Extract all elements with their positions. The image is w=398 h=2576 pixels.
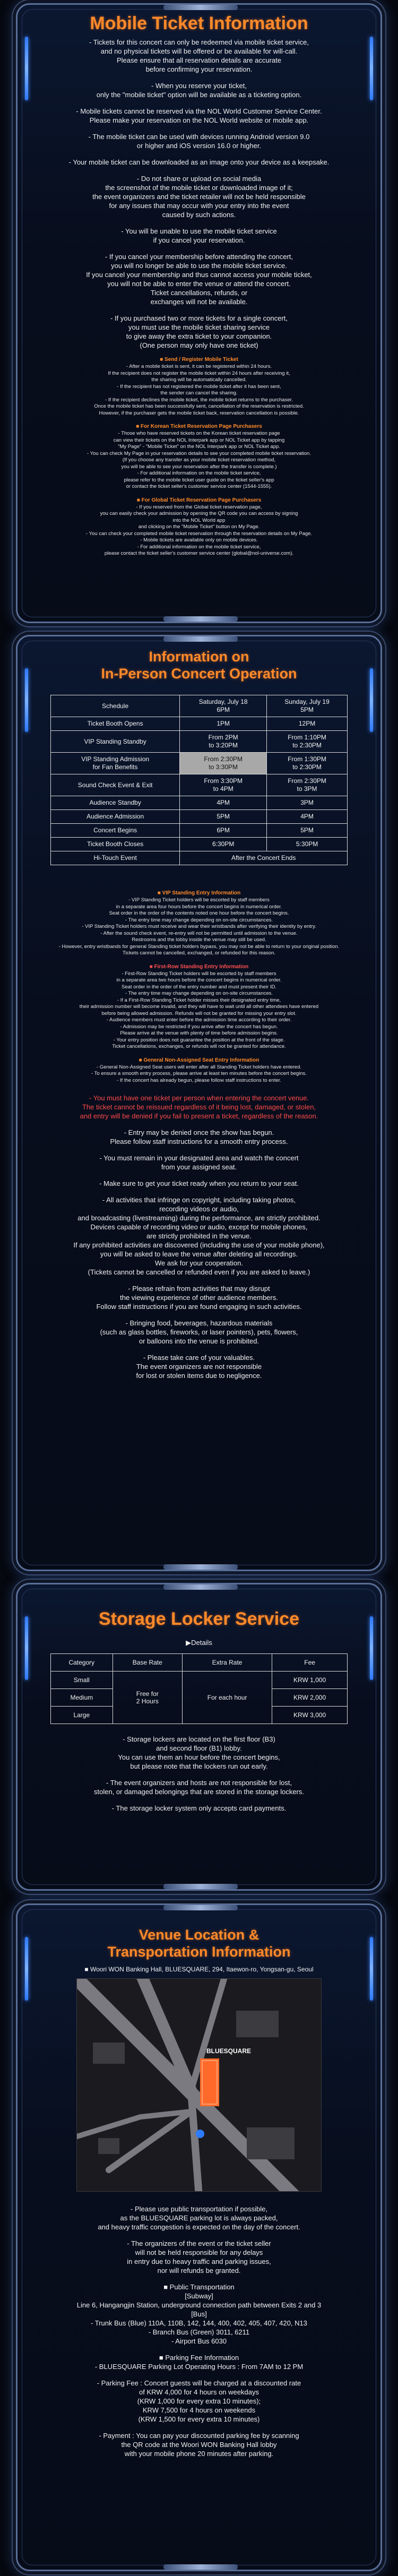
- text-line: in a separate area two hours before the concert begins in numerical order.: [116, 977, 282, 983]
- mobile-ticket-panel: [16, 3, 382, 623]
- text-line: you will be able to see your reservation after the transfer is complete.): [121, 463, 277, 470]
- schedule-cell: Sunday, July 19 5PM: [267, 695, 348, 717]
- locker-header-row: [51, 1654, 348, 1672]
- text-line: If the recipient does not register the mobile ticket within 24 hours after receiving it,: [108, 370, 290, 376]
- text-line: - Please refrain from activities that may disrupt: [128, 1285, 270, 1293]
- text-line: - Trunk Bus (Blue) 110A, 110B, 142, 144, 400, 402, 405, 407, 420, N13: [91, 2319, 307, 2327]
- text-line: to give away the extra ticket to your companion.: [126, 332, 272, 340]
- schedule-cell: 1PM: [180, 717, 267, 731]
- text-line: and second floor (B1) lobby.: [156, 1744, 242, 1752]
- schedule-cell: 3PM: [267, 796, 348, 810]
- schedule-cell: 5:30PM: [267, 838, 348, 851]
- text-line: you will no longer be able to use the mobile ticket service.: [111, 262, 287, 270]
- schedule-cell: From 2PM to 3:20PM: [180, 731, 267, 753]
- text-line: - Tickets for this concert can only be redeemed via mobile ticket service,: [89, 38, 309, 46]
- text-line: - All activities that infringe on copyright, including taking photos,: [102, 1196, 296, 1204]
- text-line: - For additional information on the mobile ticket service,: [137, 544, 261, 550]
- text-line: or balloons into the venue is prohibited.: [139, 1337, 259, 1345]
- text-line: the sender can cancel the sharing.: [160, 390, 238, 396]
- ticket-para: [39, 252, 359, 306]
- venue-map[interactable]: [76, 1978, 322, 2192]
- glow-accent: [25, 37, 28, 100]
- text-line: and entry will be denied if you fail to present a ticket, regardless of the reason.: [80, 1112, 318, 1120]
- text-line: We ask for your cooperation.: [155, 1259, 243, 1267]
- text-line: If any prohibited activities are discovered (including the use of your mobile phone),: [73, 1241, 325, 1249]
- section-title: Storage Locker Service: [99, 1609, 299, 1629]
- text-line: - Those who have reserved tickets on the Korean ticket reservation page: [118, 430, 280, 436]
- locker-cell: Extra Rate: [183, 1654, 272, 1672]
- text-line: - You must have one ticket per person when entering the concert venue.: [89, 1094, 309, 1102]
- locker-para: [39, 1804, 359, 1813]
- sub-heading: ■ For Global Ticket Reservation Page Purchasers: [136, 497, 262, 503]
- schedule-cell: Concert Begins: [51, 824, 180, 838]
- venue-para: [39, 2204, 359, 2232]
- locker-cell: Free for 2 Hours: [113, 1672, 182, 1724]
- schedule-cell: 4PM: [267, 810, 348, 824]
- schedule-cell: 12PM: [267, 717, 348, 731]
- text-line: - If the recipient has not registered the mobile ticket after it has been sent,: [117, 383, 281, 390]
- frame-cap: [163, 1884, 238, 1889]
- section-title: Information on: [149, 649, 249, 665]
- text-line: for lost or stolen items due to negligence.: [136, 1372, 262, 1380]
- text-line: - You can check your completed mobile ticket reservation through the reservation details on My Page.: [85, 530, 313, 537]
- rule-para: [39, 1153, 359, 1171]
- text-line: - Mobile tickets are available only on mobile devices.: [140, 537, 258, 543]
- text-line: only the "mobile ticket" option will be available as a ticketing option.: [96, 91, 302, 99]
- ticket-para: [39, 227, 359, 245]
- text-line: (such as glass bottles, fireworks, or laser pointers), pets, flowers,: [100, 1328, 298, 1336]
- text-line: [Bus]: [191, 2310, 207, 2318]
- text-line: - To ensure a smooth entry process, please arrive at least ten minutes before the concert begins.: [91, 1071, 307, 1076]
- text-line: - If a First-Row Standing Ticket holder misses their designated entry time,: [117, 997, 281, 1003]
- text-line: - For additional information on the mobile ticket service,: [137, 470, 261, 476]
- text-line: into the NOL World app: [172, 517, 226, 523]
- text-line: - If the recipient declines the mobile ticket, the mobile ticket returns to the purchaser.: [105, 397, 293, 403]
- sub-heading: ■ Send / Register Mobile Ticket: [160, 357, 238, 363]
- locker-para: [39, 1778, 359, 1796]
- text-line: Tickets cannot be cancelled, exchanged, or refunded for this reason.: [123, 950, 275, 956]
- text-line: - Bringing food, beverages, hazardous materials: [125, 1319, 273, 1327]
- text-line: - The mobile ticket can be used with devices running Android version 9.0: [88, 133, 310, 141]
- schedule-cell: Ticket Booth Closes: [51, 838, 180, 851]
- text-line: ■ Parking Fee Information: [159, 2354, 239, 2362]
- text-line: - First-Row Standing Ticket holders will be escorted by staff members: [122, 970, 276, 977]
- venue-address: ■ Woori WON Banking Hall, BLUESQUARE, 294, Itaewon-ro, Yongsan-gu, Seoul: [84, 1966, 314, 1973]
- section-title: In-Person Concert Operation: [101, 666, 297, 682]
- text-line: the event organizers and the ticket retailer will not be held responsible: [92, 193, 306, 201]
- schedule-row: [51, 851, 348, 865]
- section-title: Mobile Ticket Information: [90, 13, 308, 33]
- schedule-cell: From 2:30PM to 3PM: [267, 774, 348, 796]
- text-line: - If the concert has already begun, please follow staff instructions to enter.: [117, 1077, 281, 1083]
- schedule-cell: Saturday, July 18 6PM: [180, 695, 267, 717]
- schedule-cell: 5PM: [267, 824, 348, 838]
- locker-cell: Small: [51, 1672, 113, 1689]
- glow-accent: [25, 1616, 28, 1680]
- text-line: Once the mobile ticket has been successfully sent, cancellation of the reservation is restricted.: [94, 403, 304, 409]
- text-line: are strictly prohibited in the venue.: [146, 1232, 252, 1240]
- venue-building: [200, 2058, 219, 2106]
- text-line: - Make sure to get your ticket ready when you return to your seat.: [99, 1179, 299, 1187]
- text-line: - VIP Standing Ticket holders must receive and wear their wristbands after verifying their identity by entry.: [82, 924, 316, 929]
- text-line: - Your entry position does not guarantee the position at the front of the stage.: [113, 1037, 285, 1043]
- schedule-cell: From 1:30PM to 2:30PM: [267, 753, 348, 774]
- locker-cell: Fee: [272, 1654, 348, 1672]
- text-line: Restrooms and the lobby inside the venue may still be used.: [132, 937, 266, 943]
- text-line: - Entry may be denied once the show has begun.: [124, 1128, 274, 1136]
- rule-para: [39, 1284, 359, 1311]
- text-line: their admission number will become invalid, and they will have to wait until all other attendees have entered: [79, 1004, 319, 1010]
- text-line: Follow staff instructions if you are found engaging in such activities.: [96, 1303, 302, 1311]
- section-title: Transportation Information: [107, 1944, 291, 1960]
- text-line: and no physical tickets will be offered or be available for will-call.: [100, 47, 298, 55]
- frame-cap: [163, 1564, 238, 1570]
- frame-cap: [163, 1584, 238, 1590]
- text-line: - Audience members must enter before the admission time according to their order.: [106, 1017, 292, 1023]
- sub-heading: ■ First-Row Standing Entry Information: [149, 963, 249, 970]
- text-line: Ticket cancellations, exchanges, or refunds will not be granted for attendance.: [112, 1044, 286, 1049]
- text-line: as the BLUESQUARE parking lot is always packed,: [120, 2214, 278, 2222]
- glow-accent: [370, 37, 373, 100]
- text-line: KRW 7,500 for 4 hours on weekends: [142, 2406, 256, 2414]
- text-line: for any issues that may occur with your entry into the event: [109, 202, 289, 210]
- parking-fee-info: [39, 2379, 359, 2424]
- text-line: and heavy traffic congestion is expected on the day of the concert.: [98, 2223, 300, 2231]
- payment-info: [39, 2431, 359, 2458]
- text-line: The ticket cannot be reissued regardless of it being lost, damaged, or stolen,: [82, 1103, 316, 1111]
- text-line: Seat order in the order of the entry number and must present their ID.: [121, 984, 276, 990]
- text-line: - Airport Bus 6030: [171, 2337, 227, 2345]
- text-line: or higher and iOS version 16.0 or higher.: [136, 142, 262, 150]
- text-line: of KRW 4,000 for 4 hours on weekdays: [139, 2388, 259, 2396]
- text-line: - If you cancel your membership before attending the concert,: [105, 253, 293, 261]
- text-line: the sharing will be automatically cancelled.: [151, 377, 247, 383]
- text-line: - Please use public transportation if possible,: [131, 2205, 267, 2213]
- text-line: you will not be able to enter the venue or attend the concert.: [107, 280, 291, 288]
- text-line: - You can check My Page in your reservation details to see your completed mobile ticket reservation.: [87, 450, 311, 456]
- text-line: - Mobile tickets cannot be reserved via the NOL World Customer Service Center.: [76, 107, 322, 115]
- text-line: (KRW 1,000 for every extra 10 minutes);: [137, 2397, 261, 2405]
- frame-cap: [163, 5, 238, 10]
- schedule-cell: Hi-Touch Event: [51, 851, 180, 865]
- text-line: If you cancel your membership and thus cannot access your mobile ticket,: [86, 271, 312, 279]
- locker-cell: Category: [51, 1654, 113, 1672]
- locker-cell: KRW 2,000: [272, 1689, 348, 1707]
- details-label: ▶Details: [186, 1639, 212, 1647]
- text-line: can view their tickets on the NOL Interpark app or NOL Ticket app by tapping: [113, 437, 285, 443]
- schedule-row: [51, 810, 348, 824]
- ticket-para: [39, 38, 359, 74]
- locker-cell: Medium: [51, 1689, 113, 1707]
- text-line: - The storage locker system only accepts card payments.: [111, 1804, 287, 1812]
- text-line: - Payment : You can pay your discounted parking fee by scanning: [99, 2432, 299, 2440]
- text-line: - Your mobile ticket can be downloaded as an image onto your device as a keepsake.: [68, 158, 330, 166]
- text-line: from your assigned seat.: [161, 1163, 237, 1171]
- frame-cap: [163, 2564, 238, 2570]
- schedule-cell: VIP Standing Standby: [51, 731, 180, 753]
- text-line: Please make your reservation on the NOL World website or mobile app.: [89, 116, 309, 124]
- text-line: - After a mobile ticket is sent, it can be registered within 24 hours.: [126, 364, 272, 369]
- text-line: Please ensure that all reservation details are accurate: [116, 56, 281, 64]
- small-para: [44, 971, 354, 1050]
- text-line: Devices capable of recording video or audio, except for mobile phones,: [90, 1223, 308, 1231]
- text-line: in a separate area four hours before the concert begins in numerical order.: [116, 903, 282, 910]
- glow-accent: [370, 668, 373, 732]
- schedule-cell: Ticket Booth Opens: [51, 717, 180, 731]
- text-line: Seat order in the order of the contents noted one hour before the concert begins.: [109, 910, 289, 916]
- text-line: Line 6, Hangangjin Station, underground connection path between Exits 2 and 3: [76, 2301, 322, 2309]
- schedule-cell: Audience Standby: [51, 796, 180, 810]
- text-line: - General Non-Assigned Seat users will enter after all Standing Ticket holders have entered.: [96, 1064, 301, 1070]
- schedule-cell: VIP Standing Admission for Fan Benefits: [51, 753, 180, 774]
- small-para: [44, 430, 354, 490]
- text-line: in entry due to heavy traffic and parking issues,: [127, 2258, 271, 2265]
- small-para: [44, 1064, 354, 1084]
- text-line: The event organizers are not responsible: [136, 1363, 262, 1371]
- schedule-cell: After the Concert Ends: [180, 851, 348, 865]
- schedule-row: [51, 838, 348, 851]
- text-line: and broadcasting (livestreaming) during the performance, are strictly prohibited.: [77, 1214, 321, 1222]
- text-line: before confirming your reservation.: [145, 65, 253, 73]
- text-line: (Tickets cannot be cancelled or refunded even if you are asked to leave.): [88, 1268, 310, 1276]
- map-venue-label: BLUESQUARE: [206, 2047, 252, 2055]
- venue-para: [39, 2239, 359, 2275]
- text-line: "My Page" - "Mobile Ticket" on the NOL Interpark app or NOL Ticket app.: [118, 444, 280, 450]
- schedule-row: [51, 731, 348, 753]
- glow-accent: [370, 1937, 373, 2001]
- schedule-row: [51, 717, 348, 731]
- schedule-row: [51, 796, 348, 810]
- rule-para: [39, 1319, 359, 1346]
- section-title: Venue Location &: [139, 1927, 259, 1943]
- schedule-row: [51, 774, 348, 796]
- schedule-cell: From 3:30PM to 4PM: [180, 774, 267, 796]
- text-line: or contact the ticket seller's customer service center (1544-1555).: [126, 484, 272, 489]
- glow-accent: [25, 1937, 28, 2001]
- ticket-para: [39, 314, 359, 350]
- glow-accent: [370, 1616, 373, 1680]
- text-line: Ticket cancellations, refunds, or: [150, 289, 248, 297]
- rule-para: [39, 1353, 359, 1380]
- ticket-para: [39, 132, 359, 150]
- schedule-row: [51, 753, 348, 774]
- text-line: - However, entry wristbands for general Standing ticket holders bypass, you may not be able to return to your original position.: [58, 943, 340, 950]
- schedule-cell: 6:30PM: [180, 838, 267, 851]
- sub-heading: ■ VIP Standing Entry Information: [157, 890, 241, 896]
- locker-cell: KRW 3,000: [272, 1707, 348, 1724]
- sub-heading: ■ General Non-Assigned Seat Entry Information: [139, 1057, 259, 1063]
- sub-heading: ■ For Korean Ticket Reservation Page Purchasers: [136, 424, 262, 429]
- locker-cell: Base Rate: [113, 1654, 182, 1672]
- small-para: [44, 897, 354, 957]
- text-line: You can use them an hour before the concert begins,: [118, 1753, 280, 1761]
- text-line: and clicking on the "Mobile Ticket" button on My Page.: [138, 524, 260, 530]
- text-line: but please note that the lockers run out early.: [130, 1762, 268, 1770]
- schedule-cell: 4PM: [180, 796, 267, 810]
- text-line: [Subway]: [185, 2292, 213, 2300]
- frame-cap: [163, 616, 238, 622]
- venue-panel: [16, 1903, 382, 2571]
- small-para: [44, 504, 354, 557]
- text-line: - You will be unable to use the mobile ticket service: [121, 227, 277, 235]
- map-illustration: [77, 1979, 321, 2191]
- text-line: if you cancel your reservation.: [153, 236, 245, 244]
- schedule-cell: 6PM: [180, 824, 267, 838]
- schedule-row: [51, 824, 348, 838]
- text-line: you must use the mobile ticket sharing service: [128, 323, 270, 331]
- schedule-cell: Schedule: [51, 695, 180, 717]
- frame-cap: [163, 1905, 238, 1910]
- text-line: - When you reserve your ticket,: [151, 82, 247, 90]
- ticket-para: [39, 81, 359, 99]
- schedule-cell: From 2:30PM to 3:30PM: [180, 753, 267, 774]
- text-line: (If you choose any transfer as your mobile ticket reservation method,: [122, 457, 276, 463]
- text-line: - If you reserved from the Global ticket reservation page,: [136, 504, 262, 510]
- concert-operation-panel: [16, 635, 382, 1571]
- text-line: - The entry time may change depending on on-site circumstances.: [125, 917, 273, 923]
- text-line: (KRW 1,500 for every extra 10 minutes): [138, 2415, 260, 2423]
- text-line: with your mobile phone 20 minutes after parking.: [124, 2450, 274, 2458]
- schedule-cell: Audience Admission: [51, 810, 180, 824]
- locker-cell: For each hour: [183, 1672, 272, 1724]
- schedule-cell: Sound Check Event & Exit: [51, 774, 180, 796]
- text-line: Please arrive at the venue with plenty of time before admission begins.: [120, 1030, 278, 1036]
- text-line: the viewing experience of other audience members.: [120, 1294, 278, 1302]
- text-line: before being allowed admission. Refunds will not be granted for missing your entry slot.: [101, 1010, 297, 1016]
- glow-accent: [25, 668, 28, 732]
- text-line: you can easily check your admission by opening the QR code you can access by signing: [100, 511, 298, 516]
- small-para: [44, 364, 354, 417]
- text-line: caused by such actions.: [162, 211, 236, 219]
- storage-locker-panel: [16, 1583, 382, 1891]
- frame-cap: [163, 636, 238, 642]
- parking-info: [39, 2353, 359, 2371]
- text-line: - The entry time may change depending on on-site circumstances.: [125, 990, 273, 996]
- text-line: exchanges will not be available.: [150, 298, 248, 306]
- rule-para: [39, 1128, 359, 1146]
- text-line: will not be held responsible for any delays: [135, 2248, 263, 2256]
- text-line: - You must remain in your designated area and watch the concert: [99, 1154, 299, 1162]
- transport-info: [39, 2282, 359, 2346]
- text-line: recording videos or audio,: [159, 1205, 239, 1213]
- schedule-cell: From 1:10PM to 2:30PM: [267, 731, 348, 753]
- text-line: - Branch Bus (Green) 3011, 6211: [148, 2328, 250, 2336]
- rule-para: [39, 1195, 359, 1277]
- text-line: - The organizers of the event or the ticket seller: [127, 2239, 271, 2247]
- text-line: stolen, or damaged belongings that are stored in the storage lockers.: [93, 1788, 305, 1796]
- text-line: - Storage lockers are located on the first floor (B3): [123, 1735, 275, 1743]
- text-line: - After the sound check event, re-entry will not be permitted until admission to the venue.: [100, 930, 298, 936]
- text-line: (One person may only have one ticket): [140, 341, 258, 349]
- text-line: you will be asked to leave the venue after deleting all recordings.: [100, 1250, 298, 1258]
- ticket-para: [39, 107, 359, 125]
- text-line: please contact the ticket seller's customer service center (global@nol-universe.com).: [104, 550, 294, 556]
- locker-para: [39, 1735, 359, 1771]
- text-line: However, if the purchaser gets the mobile ticket back, reservation cancellation is possible.: [99, 410, 299, 416]
- schedule-table: [50, 695, 348, 865]
- schedule-cell: 5PM: [180, 810, 267, 824]
- text-line: please refer to the mobile ticket user guide on the ticket seller's app: [124, 477, 274, 483]
- text-line: - Do not share or upload on social media: [136, 175, 262, 183]
- text-line: the screenshot of the mobile ticket or downloaded image of it;: [105, 184, 293, 192]
- schedule-header-row: [51, 695, 348, 717]
- text-line: - Admission may be restricted if you arrive after the concert has begun.: [120, 1023, 278, 1030]
- locker-cell: KRW 1,000: [272, 1672, 348, 1689]
- text-line: Please follow staff instructions for a smooth entry process.: [110, 1138, 288, 1145]
- text-line: - The event organizers and hosts are not responsible for lost,: [106, 1779, 292, 1787]
- text-line: - VIP Standing Ticket holders will be escorted by staff members: [128, 897, 270, 903]
- ticket-para: [39, 158, 359, 167]
- text-line: - If you purchased two or more tickets for a single concert,: [110, 314, 288, 322]
- text-line: the QR code at the Woori WON Banking Hall lobby: [121, 2441, 277, 2449]
- rule-para: [39, 1179, 359, 1188]
- text-line: - BLUESQUARE Parking Lot Operating Hours : From 7AM to 12 PM: [94, 2363, 304, 2371]
- locker-table: [50, 1653, 348, 1724]
- text-line: - Parking Fee : Concert guests will be charged at a discounted rate: [97, 2379, 301, 2387]
- locker-cell: Large: [51, 1707, 113, 1724]
- text-line: - Please take care of your valuables.: [143, 1354, 255, 1362]
- text-line: nor will refunds be granted.: [157, 2267, 241, 2275]
- ticket-para: [39, 174, 359, 219]
- text-line: ■ Public Transportation: [163, 2283, 235, 2291]
- warning-para: [18, 1093, 380, 1121]
- locker-row: [51, 1672, 348, 1689]
